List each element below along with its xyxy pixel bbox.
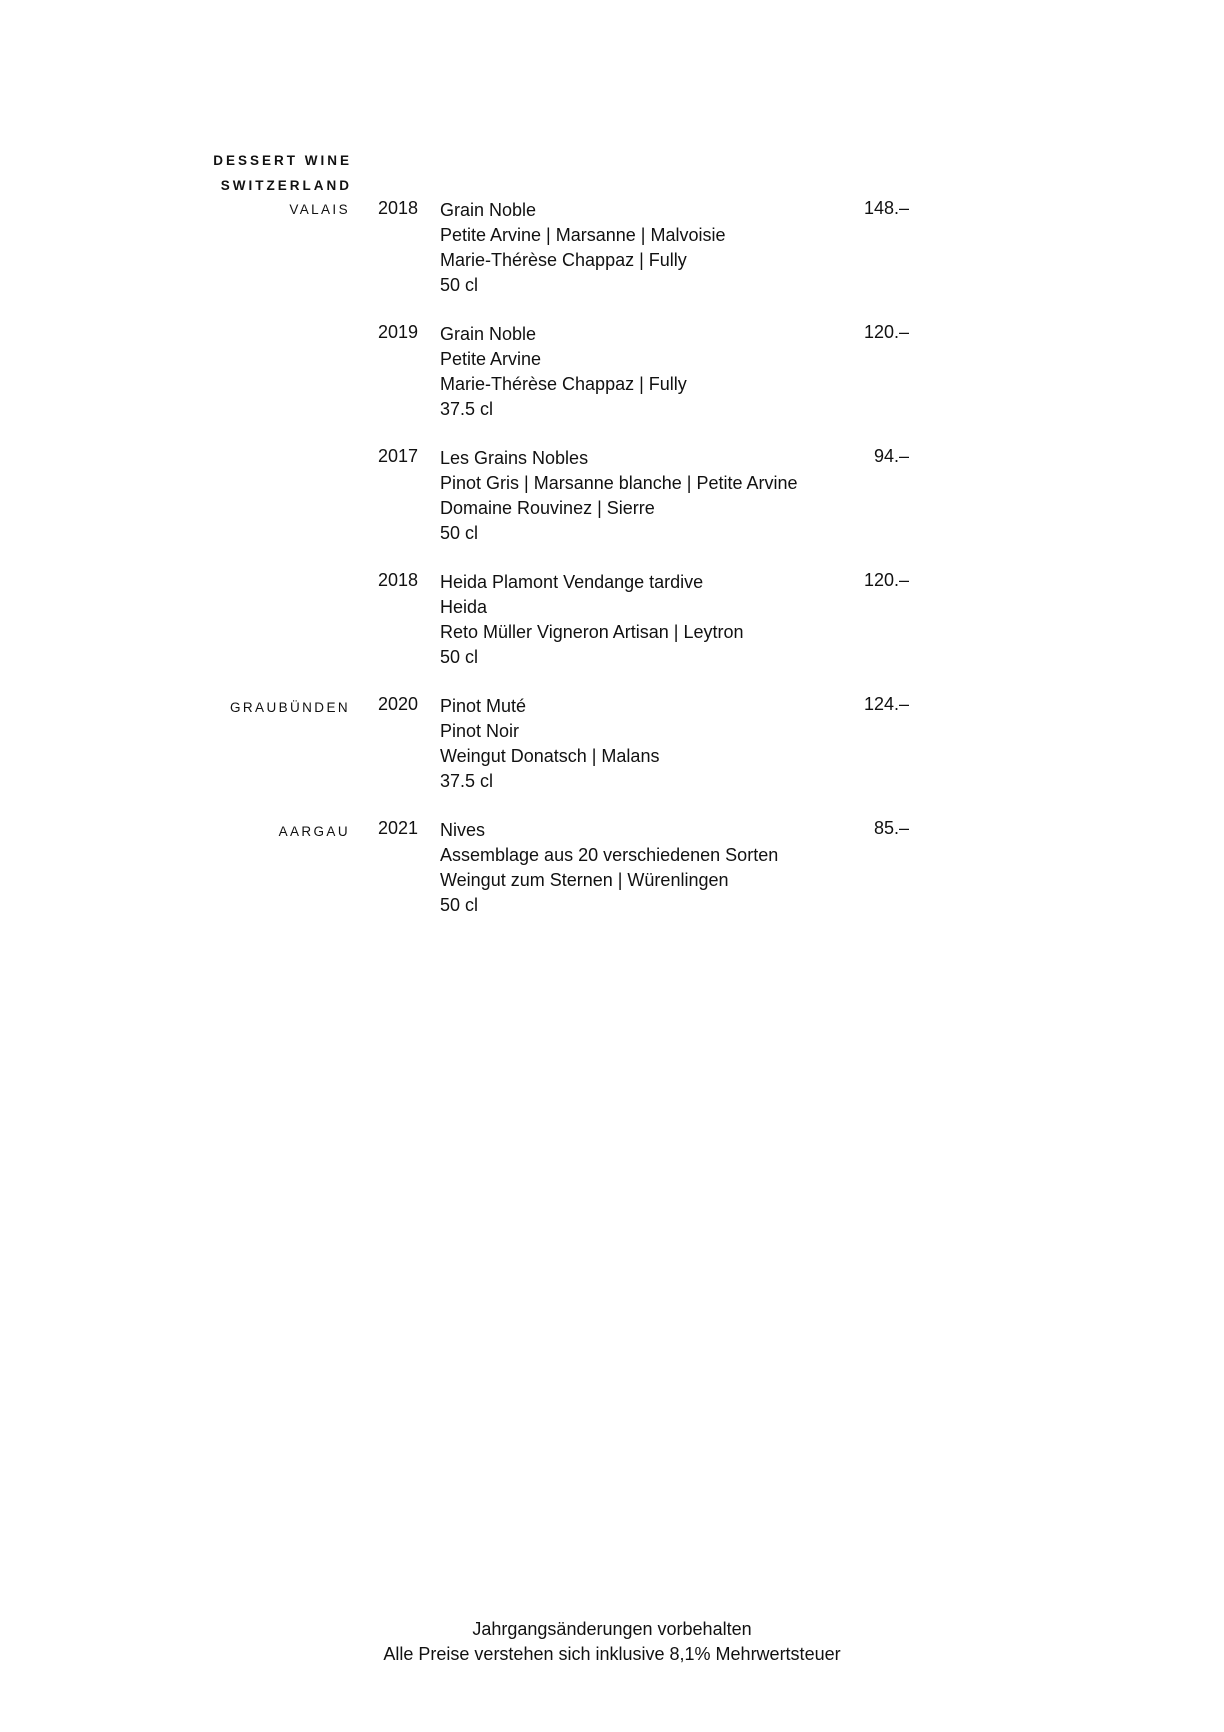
wine-price: 120.– xyxy=(863,570,909,590)
wine-price: 148.– xyxy=(863,198,909,218)
footer-vat-note: Alle Preise verstehen sich inklusive 8,1% Mehrwertsteuer xyxy=(383,1644,841,1664)
wine-grapes: Assemblage aus 20 verschiedenen Sorten xyxy=(440,845,779,865)
wine-size: 50 cl xyxy=(440,647,479,667)
country-heading: SWITZERLAND xyxy=(220,178,352,193)
wine-size: 50 cl xyxy=(440,275,479,295)
wine-grapes: Pinot Noir xyxy=(440,721,520,741)
wine-details xyxy=(440,322,687,422)
region-label-valais: VALAIS xyxy=(289,202,350,217)
wine-details xyxy=(440,694,659,794)
wine-price: 85.– xyxy=(873,818,909,838)
wine-price: 124.– xyxy=(863,694,909,714)
wine-grapes: Petite Arvine xyxy=(440,349,542,369)
wine-size: 37.5 cl xyxy=(440,771,494,791)
wine-producer: Weingut Donatsch | Malans xyxy=(440,746,660,766)
wine-grapes: Pinot Gris | Marsanne blanche | Petite Arvine xyxy=(440,473,798,493)
wine-year: 2018 xyxy=(378,570,419,590)
wine-name: Grain Noble xyxy=(440,324,537,344)
wine-details xyxy=(440,198,725,298)
wine-name: Les Grains Nobles xyxy=(440,448,589,468)
wine-producer: Marie-Thérèse Chappaz | Fully xyxy=(440,374,687,394)
wine-details xyxy=(440,570,744,670)
wine-year: 2017 xyxy=(378,446,419,466)
wine-year: 2021 xyxy=(378,818,419,838)
wine-details xyxy=(440,818,778,918)
wine-year: 2020 xyxy=(378,694,419,714)
wine-name: Pinot Muté xyxy=(440,696,527,716)
wine-producer: Reto Müller Vigneron Artisan | Leytron xyxy=(440,622,744,642)
region-label-graubuenden: GRAUBÜNDEN xyxy=(229,700,350,715)
wine-producer: Domaine Rouvinez | Sierre xyxy=(440,498,655,518)
footer-vintage-note: Jahrgangsänderungen vorbehalten xyxy=(472,1619,752,1639)
wine-name: Grain Noble xyxy=(440,200,537,220)
wine-grapes: Petite Arvine | Marsanne | Malvoisie xyxy=(440,225,726,245)
wine-year: 2018 xyxy=(378,198,419,218)
wine-size: 37.5 cl xyxy=(440,399,494,419)
wine-details xyxy=(440,446,798,546)
wine-name: Heida Plamont Vendange tardive xyxy=(440,572,704,592)
footer xyxy=(0,1617,1224,1667)
wine-size: 50 cl xyxy=(440,895,479,915)
wine-producer: Weingut zum Sternen | Würenlingen xyxy=(440,870,729,890)
wine-price: 120.– xyxy=(863,322,909,342)
wine-name: Nives xyxy=(440,820,486,840)
wine-grapes: Heida xyxy=(440,597,488,617)
category-heading: DESSERT WINE xyxy=(213,153,352,168)
region-label-aargau: AARGAU xyxy=(278,824,350,839)
wine-price: 94.– xyxy=(873,446,909,466)
wine-size: 50 cl xyxy=(440,523,479,543)
wine-producer: Marie-Thérèse Chappaz | Fully xyxy=(440,250,687,270)
wine-year: 2019 xyxy=(378,322,419,342)
